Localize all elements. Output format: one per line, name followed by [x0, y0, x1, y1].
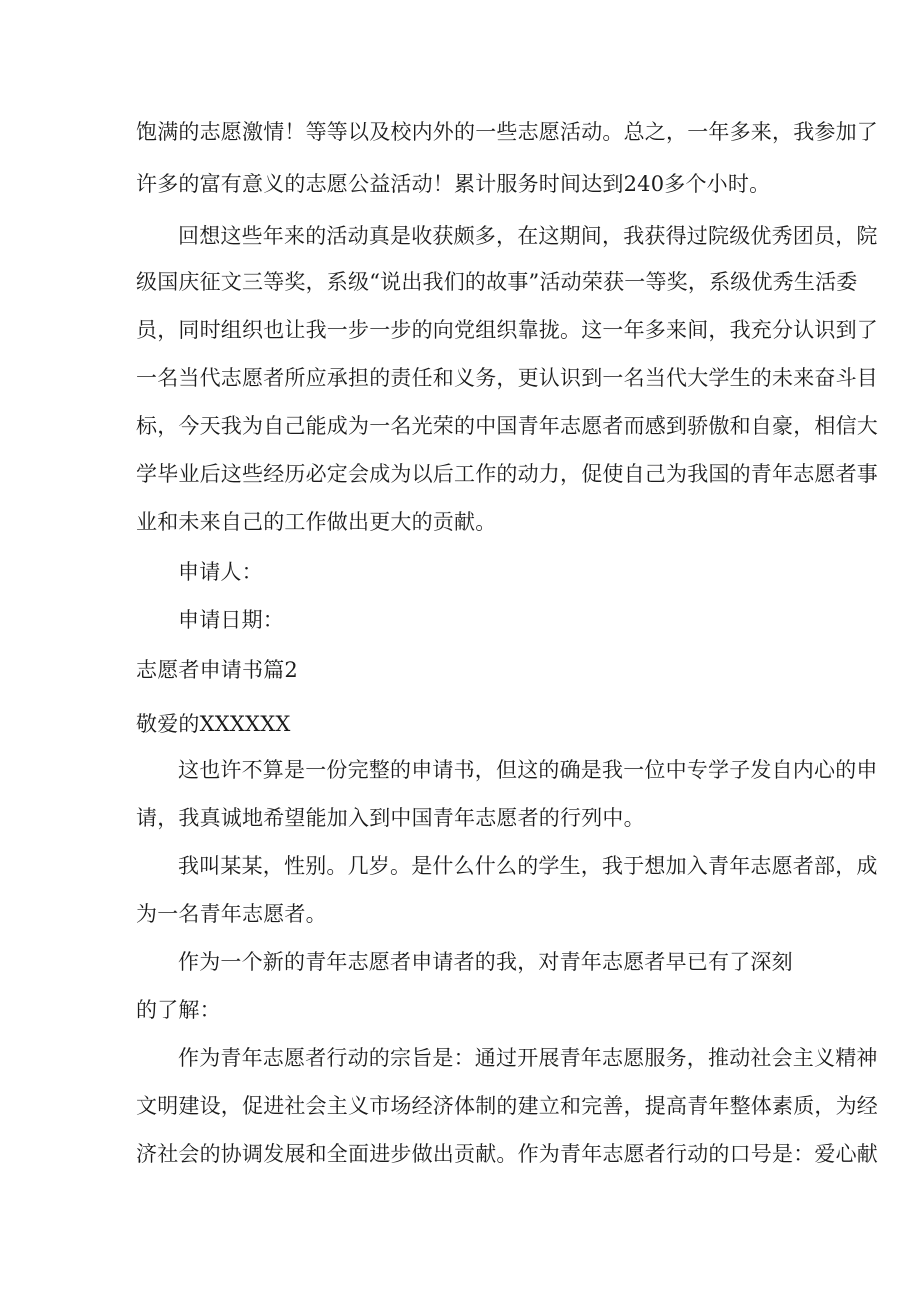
paragraph-line: 文明建设，促进社会主义市场经济体制的建立和完善，提高青年整体素质，为经	[136, 1094, 878, 1118]
paragraph-line: 学毕业后这些经历必定会成为以后工作的动力，促使自己为我国的青年志愿者事	[136, 462, 878, 486]
paragraph-line: 我叫某某，性别。几岁。是什么什么的学生，我于想加入青年志愿者部，成	[178, 854, 878, 878]
paragraph-line: 的了解：	[136, 998, 221, 1022]
paragraph-line: 这也许不算是一份完整的申请书，但这的确是我一位中专学子发自内心的申	[178, 758, 878, 782]
paragraph-line: 回想这些年来的活动真是收获颇多，在这期间，我获得过院级优秀团员，院	[178, 224, 878, 248]
paragraph-line: 业和未来自己的工作做出更大的贡献。	[136, 510, 497, 534]
paragraph-line: 请，我真诚地希望能加入到中国青年志愿者的行列中。	[136, 806, 645, 830]
applicant-label: 申请人：	[178, 560, 263, 584]
paragraph-line: 作为一个新的青年志愿者申请者的我，对青年志愿者早已有了深刻	[178, 950, 793, 974]
section-title: 志愿者申请书篇2	[136, 658, 298, 682]
paragraph-line: 饱满的志愿激情！等等以及校内外的一些志愿活动。总之，一年多来，我参加了	[136, 120, 878, 144]
salutation: 敬爱的XXXXXX	[136, 712, 291, 736]
paragraph-line: 作为青年志愿者行动的宗旨是：通过开展青年志愿服务，推动社会主义精神	[178, 1046, 878, 1070]
paragraph-line: 级国庆征文三等奖，系级“说出我们的故事”活动荣获一等奖，系级优秀生活委	[136, 270, 858, 294]
date-label: 申请日期：	[178, 608, 284, 632]
paragraph-line: 一名当代志愿者所应承担的责任和义务，更认识到一名当代大学生的未来奋斗目	[136, 366, 878, 390]
paragraph-line: 许多的富有意义的志愿公益活动！累计服务时间达到240多个小时。	[136, 172, 771, 196]
paragraph-line: 济社会的协调发展和全面进步做出贡献。作为青年志愿者行动的口号是：爱心献	[136, 1142, 878, 1166]
paragraph-line: 员，同时组织也让我一步一步的向党组织靠拢。这一年多来间，我充分认识到了	[136, 318, 878, 342]
paragraph-line: 标，今天我为自己能成为一名光荣的中国青年志愿者而感到骄傲和自豪，相信大	[136, 414, 878, 438]
paragraph-line: 为一名青年志愿者。	[136, 902, 327, 926]
